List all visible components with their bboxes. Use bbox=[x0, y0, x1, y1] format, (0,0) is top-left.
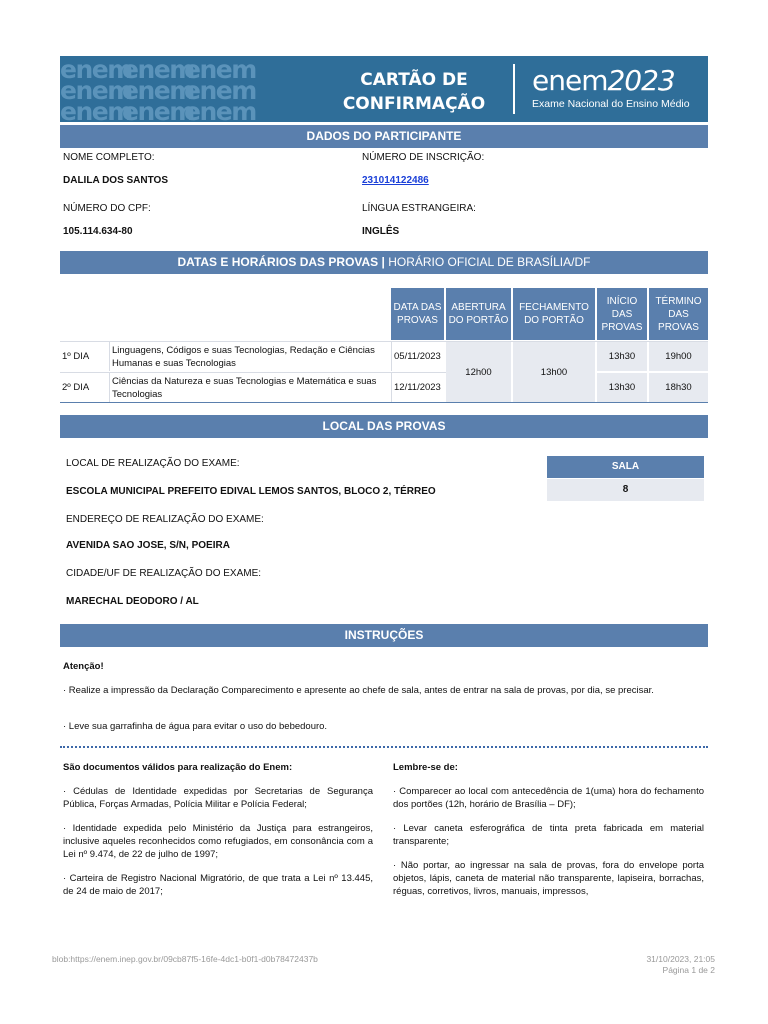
attention-text: Atenção! bbox=[63, 661, 104, 672]
instruction-print: · Realize a impressão da Declaração Comparecimento e apresente ao chefe de sala, antes de entrar na sala de provas, por dia, se precisar. bbox=[63, 685, 654, 696]
remember-title: Lembre-se de: bbox=[393, 762, 458, 773]
card-title: CARTÃO DE CONFIRMAÇÃO bbox=[342, 70, 486, 114]
section-participant: DADOS DO PARTICIPANTE bbox=[60, 125, 708, 148]
instruction-water: · Leve sua garrafinha de água para evitar o uso do bebedouro. bbox=[63, 721, 328, 732]
row2-day: 2º DIA bbox=[62, 382, 90, 393]
header-divider bbox=[513, 64, 515, 114]
header-gate-close: FECHAMENTO DO PORTÃO bbox=[513, 288, 595, 340]
doc-item: · Cédulas de Identidade expedidas por Secretarias de Segurança Pública, Forças Armadas, Polícia Militar e Polícia Federal; bbox=[63, 786, 373, 810]
header-start: INÍCIO DAS PROVAS bbox=[597, 288, 647, 340]
row1-subjects: Linguagens, Códigos e suas Tecnologias, Redação e Ciências Humanas e suas Tecnologias bbox=[109, 342, 390, 371]
header-banner bbox=[60, 56, 708, 122]
footer-page-number: Página 1 de 2 bbox=[662, 965, 715, 975]
dotted-divider bbox=[60, 746, 708, 748]
enem-brand-logo: enem2023 Exame Nacional do Ensino Médio bbox=[532, 64, 690, 110]
room-value: 8 bbox=[547, 479, 704, 501]
enem-pattern-logo: enem enem enem enem enem enem enem enem enem bbox=[60, 56, 256, 122]
name-label: NOME COMPLETO: bbox=[63, 152, 155, 163]
remember-item: · Comparecer ao local com antecedência de 1(uma) hora do fechamento dos portões (12h, horário de Brasília – DF); bbox=[393, 786, 704, 810]
row2-date: 12/11/2023 bbox=[391, 373, 445, 402]
doc-item: · Carteira de Registro Nacional Migratório, de que trata a Lei nº 13.445, de 24 de maio de 2017; bbox=[63, 873, 373, 897]
row1-date: 05/11/2023 bbox=[391, 342, 445, 371]
section-instructions: INSTRUÇÕES bbox=[60, 624, 708, 647]
city-value: MARECHAL DEODORO / AL bbox=[66, 596, 199, 607]
footer-meta bbox=[646, 954, 715, 976]
footer-url: blob:https://enem.inep.gov.br/09cb87f5-16fe-4dc1-b0f1-d0b78472437b bbox=[52, 954, 318, 964]
header-end: TÉRMINO DAS PROVAS bbox=[649, 288, 708, 340]
city-label: CIDADE/UF DE REALIZAÇÃO DO EXAME: bbox=[66, 568, 262, 579]
language-value: INGLÊS bbox=[362, 226, 400, 237]
registration-label: NÚMERO DE INSCRIÇÃO: bbox=[362, 152, 485, 163]
confirmation-card bbox=[60, 56, 708, 897]
doc-item: · Identidade expedida pelo Ministério da Justiça para estrangeiros, inclusive aqueles reconhecidos como refugiados, em consonância com a Lei nº 9.474, de 22 de julho de 1997; bbox=[63, 823, 373, 860]
row1-end: 19h00 bbox=[649, 342, 708, 371]
section-location: LOCAL DAS PROVAS bbox=[60, 415, 708, 438]
row2-subjects: Ciências da Natureza e suas Tecnologias e Matemática e suas Tecnologias bbox=[109, 373, 390, 402]
section-schedule: DATAS E HORÁRIOS DAS PROVAS | HORÁRIO OFICIAL DE BRASÍLIA/DF bbox=[60, 251, 708, 274]
remember-item: · Não portar, ao ingressar na sala de provas, fora do envelope porta objetos, lápis, caneta de material não transparente, lapiseira, borrachas, réguas, corretivos, livros, manuais, impressos, bbox=[393, 860, 704, 897]
place-label: LOCAL DE REALIZAÇÃO DO EXAME: bbox=[66, 458, 240, 469]
row1-start: 13h30 bbox=[597, 342, 647, 371]
cpf-label: NÚMERO DO CPF: bbox=[63, 203, 151, 214]
place-value: ESCOLA MUNICIPAL PREFEITO EDIVAL LEMOS SANTOS, BLOCO 2, TÉRREO bbox=[66, 486, 436, 497]
room-label: SALA bbox=[547, 456, 704, 478]
row1-day: 1º DIA bbox=[62, 351, 90, 362]
language-label: LÍNGUA ESTRANGEIRA: bbox=[362, 203, 476, 214]
name-value: DALILA DOS SANTOS bbox=[63, 175, 169, 186]
remember-item: · Levar caneta esferográfica de tinta preta fabricada em material transparente; bbox=[393, 823, 704, 847]
registration-link[interactable]: 231014122486 bbox=[362, 175, 429, 186]
header-gate-open: ABERTURA DO PORTÃO bbox=[446, 288, 511, 340]
docs-title: São documentos válidos para realização do Enem: bbox=[63, 762, 293, 773]
footer-datetime: 31/10/2023, 21:05 bbox=[646, 954, 715, 964]
address-label: ENDEREÇO DE REALIZAÇÃO DO EXAME: bbox=[66, 514, 264, 525]
row2-start: 13h30 bbox=[597, 373, 647, 402]
cpf-value: 105.114.634-80 bbox=[63, 226, 133, 237]
address-value: AVENIDA SAO JOSE, S/N, POEIRA bbox=[66, 540, 230, 551]
header-date: DATA DAS PROVAS bbox=[391, 288, 444, 340]
gate-open-value: 12h00 bbox=[446, 342, 511, 402]
row2-end: 18h30 bbox=[649, 373, 708, 402]
gate-close-value: 13h00 bbox=[513, 342, 595, 402]
